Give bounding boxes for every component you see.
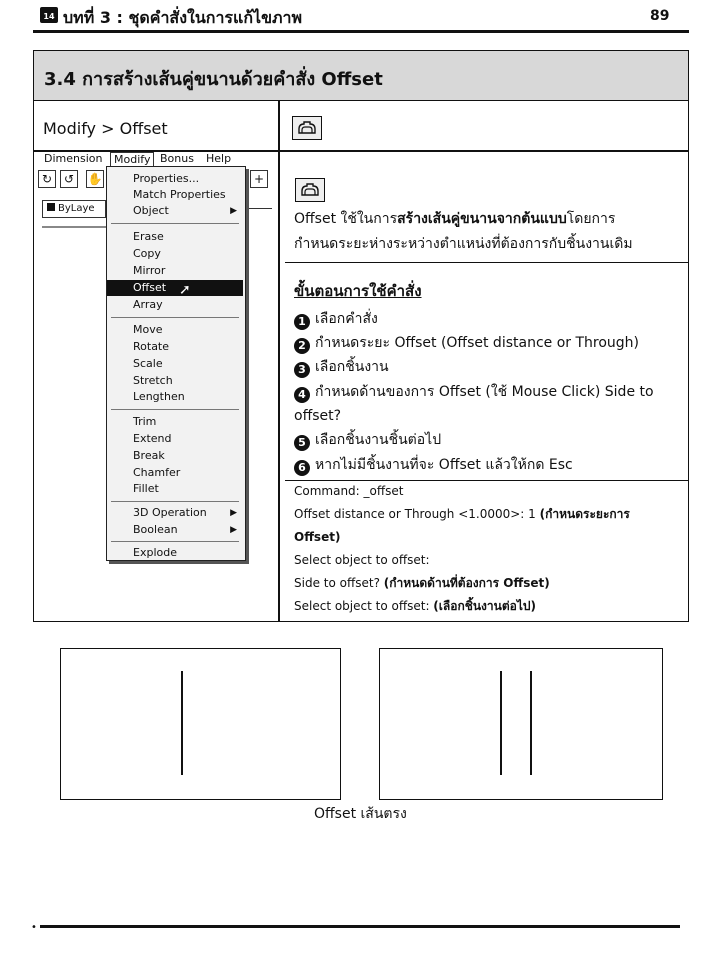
command-path: Modify > Offset [43, 119, 168, 138]
menu-item-boolean[interactable]: Boolean ▶ [133, 523, 237, 536]
menu-help[interactable]: Help [206, 152, 232, 165]
menu-item-scale[interactable]: Scale [133, 357, 163, 370]
pan-icon[interactable]: ✋ [87, 172, 103, 186]
menu-item-properties[interactable]: Properties... [133, 172, 200, 185]
menu-separator [111, 501, 239, 502]
menu-item-fillet[interactable]: Fillet [133, 482, 159, 495]
toolbar-divider [42, 226, 106, 228]
chapter-icon: 14 [40, 7, 58, 23]
menu-item-extend[interactable]: Extend [133, 432, 172, 445]
step-2: 2 กำหนดระยะ Offset (Offset distance or Through) [294, 331, 680, 355]
menu-item-object[interactable]: Object ▶ [133, 204, 237, 217]
submenu-arrow-icon: ▶ [230, 508, 237, 518]
step-number-icon: 6 [294, 460, 310, 476]
step-number-icon: 4 [294, 387, 310, 403]
menu-item-mirror[interactable]: Mirror [133, 264, 166, 277]
menu-modify[interactable]: Modify [110, 152, 154, 167]
menu-item-lengthen[interactable]: Lengthen [133, 390, 185, 403]
menu-item-explode[interactable]: Explode [133, 546, 177, 559]
footer-mark: • [31, 922, 37, 933]
section-title: 3.4 การสร้างเส้นคู่ขนานด้วยคำสั่ง Offset [44, 69, 383, 90]
menu-item-offset[interactable]: Offset ➚ [107, 280, 243, 296]
undo-icon[interactable]: ↺ [60, 170, 78, 188]
menu-item-rotate[interactable]: Rotate [133, 340, 170, 353]
chapter-title: บทที่ 3 : ชุดคำสั่งในการแก้ไขภาพ [63, 8, 303, 27]
layer-color-swatch [47, 203, 55, 211]
step-number-icon: 1 [294, 314, 310, 330]
step-number-icon: 2 [294, 338, 310, 354]
menu-item-stretch[interactable]: Stretch [133, 374, 173, 387]
step-5: 5 เลือกชิ้นงานชิ้นต่อไป [294, 428, 680, 452]
command-line-4: Side to offset? (กำหนดด้านที่ต้องการ Offset) [294, 576, 550, 590]
step-number-icon: 3 [294, 362, 310, 378]
menu-separator [111, 223, 239, 224]
redo-icon[interactable]: ↻ [38, 170, 56, 188]
command-line-5: Select object to offset: (เลือกชิ้นงานต่อไป) [294, 599, 536, 613]
page-number: 89 [650, 8, 670, 24]
menu-item-copy[interactable]: Copy [133, 247, 161, 260]
original-line [181, 671, 183, 775]
menubar [38, 152, 276, 167]
menu-item-chamfer[interactable]: Chamfer [133, 466, 181, 479]
menu-item-array[interactable]: Array [133, 298, 163, 311]
menu-separator [111, 409, 239, 410]
menu-item-trim[interactable]: Trim [133, 415, 157, 428]
offset-toolbar-icon [292, 116, 322, 140]
offset-icon [296, 120, 318, 136]
menu-item-move[interactable]: Move [133, 323, 163, 336]
figure-after [379, 648, 663, 800]
column-divider [278, 100, 280, 622]
menu-item-erase[interactable]: Erase [133, 230, 164, 243]
step-number-icon: 5 [294, 435, 310, 451]
step-6: 6 หากไม่มีชิ้นงานที่จะ Offset แล้วให้กด Esc [294, 453, 680, 477]
step-4: 4 กำหนดด้านของการ Offset (ใช้ Mouse Click) Side to offset? [294, 384, 654, 424]
submenu-arrow-icon: ▶ [230, 206, 237, 216]
menu-dimension[interactable]: Dimension [44, 152, 103, 165]
offset-line [530, 671, 532, 775]
figure-before [60, 648, 341, 800]
offset-icon [299, 182, 321, 198]
header-rule [33, 30, 689, 33]
command-line-3: Select object to offset: [294, 553, 430, 567]
row-divider [285, 262, 688, 263]
menu-item-3d-operation[interactable]: 3D Operation ▶ [133, 506, 237, 519]
menu-item-break[interactable]: Break [133, 449, 165, 462]
footer-rule [40, 925, 680, 928]
steps-title: ขั้นตอนการใช้คำสั่ง [294, 282, 422, 300]
menu-separator [111, 541, 239, 542]
layer-name: ByLaye [58, 203, 95, 214]
menu-item-match-properties[interactable]: Match Properties [133, 188, 226, 201]
figure-caption: Offset เส้นตรง [314, 806, 407, 822]
linetype-sample [248, 208, 272, 209]
mouse-pointer-icon: ➚ [179, 282, 191, 298]
menu-bonus[interactable]: Bonus [160, 152, 194, 165]
step-3: 3 เลือกชิ้นงาน [294, 355, 680, 379]
original-line [500, 671, 502, 775]
layer-dropdown[interactable] [42, 200, 106, 218]
modify-menu [106, 166, 246, 561]
command-line-2: Offset distance or Through <1.0000>: 1 (กำหนดระยะการ Offset) [294, 507, 630, 544]
menu-separator [111, 317, 239, 318]
submenu-arrow-icon: ▶ [230, 525, 237, 535]
offset-description: Offset ใช้ในการสร้างเส้นคู่ขนานจากต้นแบบโดยการ กำหนดระยะห่างระหว่างตำแหน่งที่ต้องการกับชิ้นงานเดิม [294, 211, 633, 252]
step-1: 1 เลือกคำสั่ง [294, 307, 680, 331]
offset-toolbar-icon-large [295, 178, 325, 202]
command-line-1: Command: _offset [294, 484, 404, 498]
plus-icon[interactable]: + [250, 170, 268, 188]
autocad-menu-screenshot [38, 152, 276, 564]
